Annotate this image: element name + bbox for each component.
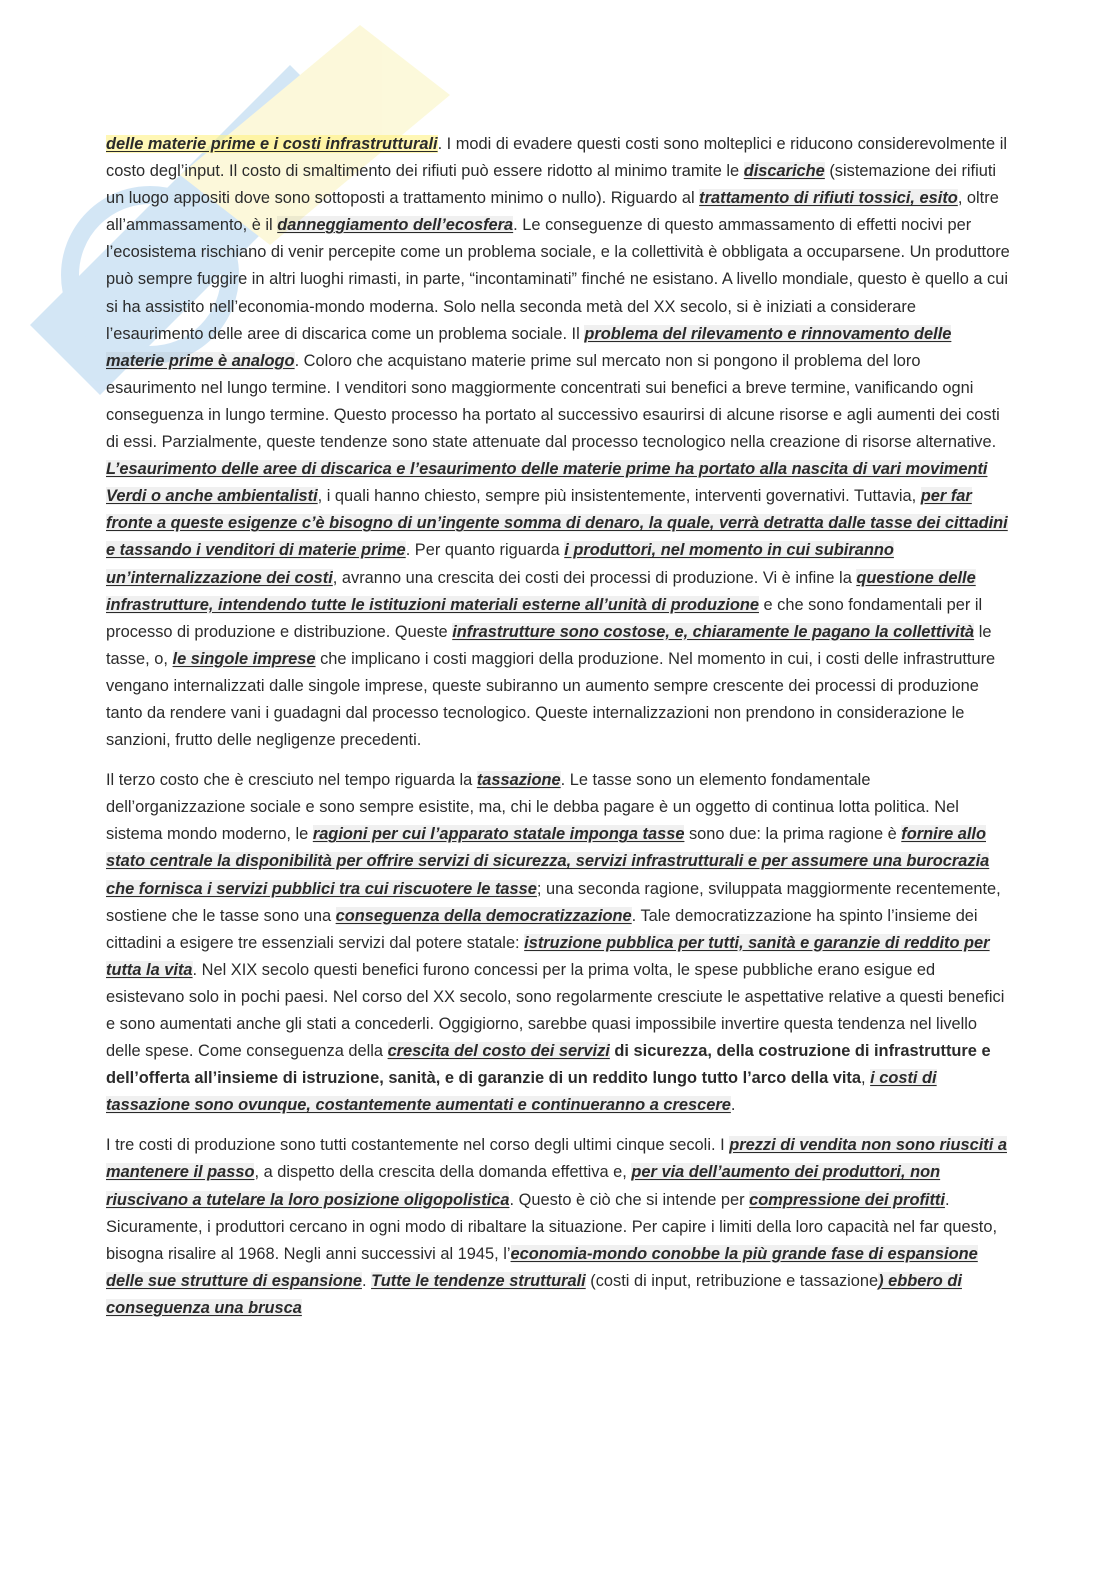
highlighted-phrase: per via dell’aumento dei produttori, non riuscivano a tutelare la loro posizione oligopolistica — [106, 1163, 941, 1209]
highlighted-phrase: compressione dei profitti — [749, 1190, 945, 1209]
highlighted-phrase: economia-mondo conobbe la più grande fase di espansione delle sue strutture di espansione — [106, 1244, 978, 1290]
text-run: . — [730, 1096, 736, 1115]
text-run: le tasse, o, — [106, 622, 992, 668]
text-run: . I modi di evadere questi costi sono molteplici e riducono considerevolmente il costo degl’input. Il costo di smaltimento dei rifiuti può essere ridotto al minimo tramite le — [106, 135, 1007, 181]
text-run: e che sono fondamentali per il processo di produzione e distribuzione. Queste — [106, 595, 983, 641]
text-run: . Coloro che acquistano materie prime sul mercato non si pongono il problema del loro esaurimento nel lungo termine. I venditori sono maggiormente concentrati sui benefici a breve termine, vanificando ogni conseguenza in lungo termine. Questo processo ha portato al successivo esaurirsi di alcune risorse e agli aumenti dei costi di essi. Parzialmente, queste tendenze sono state attenuate dal processo tecnologico nella creazione di risorse alternative. — [106, 351, 1000, 452]
text-run: . Nel XIX secolo questi benefici furono concessi per la prima volta, le spese pubbliche erano esigue ed esistevano solo in pochi paesi. Nel corso del XX secolo, sono regolarmente cresciute le aspettative relative a questi benefici e sono aumentati anche gli stati a concederli. Oggigiorno, sarebbe quasi impossibile invertire questa tendenza nel livello delle spese. Come conseguenza della — [106, 960, 1005, 1061]
text-run: Il terzo costo che è cresciuto nel tempo riguarda la — [106, 771, 477, 790]
text-run: , — [861, 1069, 871, 1088]
paragraph — [106, 1132, 1010, 1322]
text-run: sono due: la prima ragione è — [684, 825, 902, 844]
text-run: . Le conseguenze di questo ammassamento di effetti nocivi per l’ecosistema rischiano di venir percepite come un problema sociale, e la collettività è obbligata a occuparsene. Un produttore può sempre fuggire in altri luoghi rimasti, in parte, “incontaminati” finché ne esistano. A livello mondiale, questo è quello a cui si ha assistito nell’economia-mondo moderna. Solo nella seconda metà del XX secolo, si è iniziati a considerare l’esaurimento delle aree di discarica come un problema sociale. Il — [106, 216, 1010, 343]
highlighted-phrase: infrastrutture sono costose, e, chiaramente le pagano la collettività — [452, 622, 975, 641]
text-run: . Questo è ciò che si intende per — [509, 1190, 750, 1209]
highlighted-phrase: Tutte le tendenze strutturali — [371, 1271, 586, 1290]
highlighted-phrase: prezzi di vendita non sono riusciti a mantenere il passo — [106, 1136, 1007, 1182]
highlighted-phrase: istruzione pubblica per tutti, sanità e garanzie di reddito per tutta la vita — [106, 933, 990, 979]
text-run: I tre costi di produzione sono tutti costantemente nel corso degli ultimi cinque secoli. I — [106, 1136, 730, 1155]
text-run: . Per quanto riguarda — [405, 541, 565, 560]
text-run: (sistemazione dei rifiuti un luogo appositi dove sono sottoposti a trattamento minimo o nullo). Riguardo al — [106, 162, 997, 208]
text-run: , i quali hanno chiesto, sempre più insistentemente, interventi governativi. Tuttavia, — [317, 487, 921, 506]
text-run: che implicano i costi maggiori della produzione. Nel momento in cui, i costi delle infrastrutture vengano internalizzati dalle singole imprese, queste subiranno un aumento sempre crescente dei processi di produzione tanto da rendere vani i guadagni dal processo tecnologico. Queste internalizzazioni non prendono in considerazione le sanzioni, frutto delle negligenze precedenti. — [106, 649, 996, 750]
highlighted-phrase: discariche — [743, 162, 825, 181]
highlighted-phrase: L’esaurimento delle aree di discarica e l’esaurimento delle materie prime ha portato alla nascita di vari movimenti Verdi o anche ambientalisti — [106, 460, 988, 506]
highlighted-phrase: i produttori, nel momento in cui subiranno un’internalizzazione dei costi — [106, 541, 894, 587]
text-run: . — [361, 1271, 372, 1290]
text-run: . Sicuramente, i produttori cercano in ogni modo di ribaltare la situazione. Per capire i limiti della loro capacità nel far questo, bisogna risalire al 1968. Negli anni successivi al 1945, l’ — [106, 1190, 998, 1263]
highlighted-phrase: le singole imprese — [172, 649, 316, 668]
highlighted-phrase: trattamento di rifiuti tossici, esito — [699, 189, 958, 208]
highlighted-phrase: ) ebbero di conseguenza una brusca — [106, 1271, 962, 1317]
highlighted-phrase: fornire allo stato centrale la disponibilità per offrire servizi di sicurezza, servizi infrastrutturali e per assumere una burocrazia che fornisca i servizi pubblici tra cui riscuotere le tasse — [106, 825, 990, 898]
highlighted-phrase: crescita del costo dei servizi — [387, 1042, 610, 1061]
paragraph — [106, 131, 1010, 754]
text-run: , avranno una crescita dei costi dei processi di produzione. Vi è infine la — [332, 568, 857, 587]
highlighted-phrase: problema del rilevamento e rinnovamento delle materie prime è analogo — [106, 324, 952, 370]
document-body — [106, 131, 1010, 1335]
highlighted-phrase: per far fronte a queste esigenze c’è bisogno di un’ingente somma di denaro, la quale, verrà detratta dalle tasse dei cittadini e tassando i venditori di materie prime — [106, 487, 1008, 560]
highlighted-phrase: delle materie prime e i costi infrastrutturali — [106, 135, 438, 153]
text-run: ; una seconda ragione, sviluppata maggiormente recentemente, sostiene che le tasse sono una — [106, 879, 1001, 925]
highlighted-phrase: conseguenza della democratizzazione — [335, 906, 632, 925]
text-run: , a dispetto della crescita della domanda effettiva e, — [254, 1163, 632, 1182]
text-run: . Le tasse sono un elemento fondamentale dell’organizzazione sociale e sono sempre esistite, ma, chi le debba pagare è un oggetto di continua lotta politica. Nel sistema mondo moderno, le — [106, 771, 959, 844]
bold-phrase: di sicurezza, della costruzione di infrastrutture e dell’offerta all’insieme di istruzione, sanità, e di garanzie di un reddito lungo tutto l’arco della vita — [106, 1042, 991, 1088]
highlighted-phrase: ragioni per cui l’apparato statale imponga tasse — [312, 825, 685, 844]
highlighted-phrase: questione delle infrastrutture, intendendo tutte le istituzioni materiali esterne all’unità di produzione — [106, 568, 976, 614]
paragraph — [106, 767, 1010, 1119]
highlighted-phrase: tassazione — [476, 771, 561, 790]
text-run: . Tale democratizzazione ha spinto l’insieme dei cittadini a esigere tre essenziali servizi dal potere statale: — [106, 906, 978, 952]
highlighted-phrase: i costi di tassazione sono ovunque, costantemente aumentati e continueranno a crescere — [106, 1069, 937, 1115]
text-run: , oltre all’ammassamento, è il — [106, 189, 999, 235]
highlighted-phrase: danneggiamento dell’ecosfera — [277, 216, 514, 235]
text-run: (costi di input, retribuzione e tassazione — [585, 1271, 879, 1290]
